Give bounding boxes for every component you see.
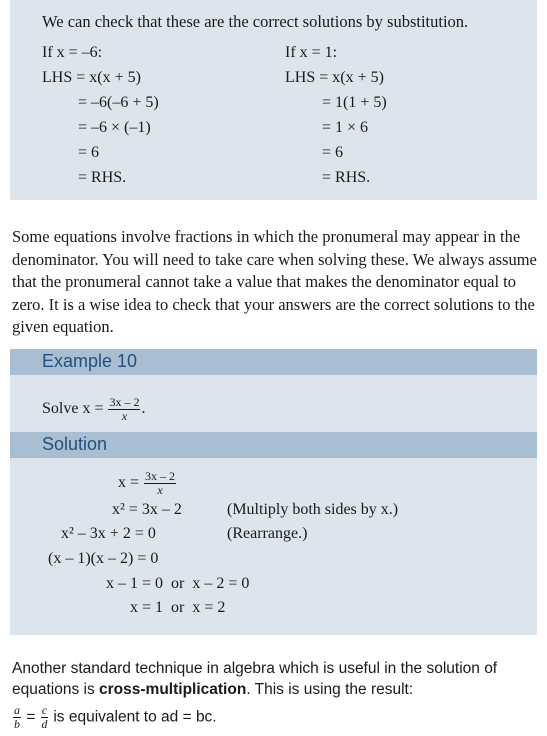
example-frac-num: 3x – 2 [109, 395, 140, 409]
check-left-5: = 6 [78, 144, 100, 161]
paragraph-cross-multiplication [12, 658, 537, 700]
result-equals: = [26, 708, 36, 726]
check-right-1: If x = 1: [285, 44, 338, 61]
solution-line-3: x² – 3x + 2 = 0 [61, 525, 156, 542]
solution-line-5: x – 1 = 0 or x – 2 = 0 [106, 575, 250, 592]
solution-fraction [144, 470, 176, 497]
solution-note-2: (Multiply both sides by x.) [227, 501, 399, 518]
example-heading-bar [10, 349, 537, 375]
solution-line1-lhs: x = [118, 474, 140, 492]
example-fraction [108, 396, 140, 423]
example-prompt-suffix: . [141, 400, 146, 418]
solution-frac-den: x [157, 483, 163, 497]
check-right-2: LHS = x(x + 5) [285, 69, 384, 86]
result-a: a [14, 703, 20, 717]
check-left-4: = –6 × (–1) [78, 119, 151, 136]
check-left-6: = RHS. [78, 169, 127, 186]
example-prompt-prefix: Solve x = [42, 400, 104, 418]
example-frac-den: x [121, 409, 128, 423]
example-heading: Example 10 [42, 351, 138, 371]
check-right-6: = RHS. [322, 169, 371, 186]
solution-note-3: (Rearrange.) [227, 525, 308, 542]
result-b: b [14, 717, 20, 731]
paragraph2-pre: Another standard technique in algebra which is useful in the solution of equations is [12, 660, 498, 698]
solution-heading: Solution [42, 434, 108, 454]
cross-multiplication-result [12, 704, 217, 731]
result-c: c [41, 703, 48, 717]
result-text: is equivalent to ad = bc. [53, 708, 217, 726]
cross-multiplication-term: cross-multiplication [99, 681, 247, 698]
check-right-3: = 1(1 + 5) [322, 94, 387, 111]
solution-line-2: x² = 3x – 2 [112, 501, 182, 518]
check-right-5: = 6 [322, 144, 344, 161]
check-intro: We can check that these are the correct solutions by substitution. [42, 12, 469, 31]
check-right-4: = 1 × 6 [322, 119, 369, 136]
check-left-3: = –6(–6 + 5) [78, 94, 159, 111]
check-left-2: LHS = x(x + 5) [42, 69, 141, 86]
solution-line-1 [118, 470, 177, 497]
paragraph-fractions: Some equations involve fractions in which the pronumeral may appear in the denominator. You will need to take care when solving these. We always assume that the pronumeral cannot take a value that makes the denominator equal to zero. It is a wise idea to check that your answers are the correct solutions to the given equation. [12, 227, 537, 336]
result-frac-cd [41, 704, 48, 731]
solution-heading-bar [10, 432, 537, 458]
solution-line-6: x = 1 or x = 2 [130, 599, 226, 616]
result-d: d [41, 717, 48, 731]
result-frac-ab [13, 704, 21, 731]
paragraph2-post: . This is using the result: [246, 681, 414, 698]
example-prompt [42, 396, 145, 423]
check-left-1: If x = –6: [42, 44, 103, 61]
solution-line-4: (x – 1)(x – 2) = 0 [48, 550, 159, 567]
solution-frac-num: 3x – 2 [145, 469, 176, 483]
